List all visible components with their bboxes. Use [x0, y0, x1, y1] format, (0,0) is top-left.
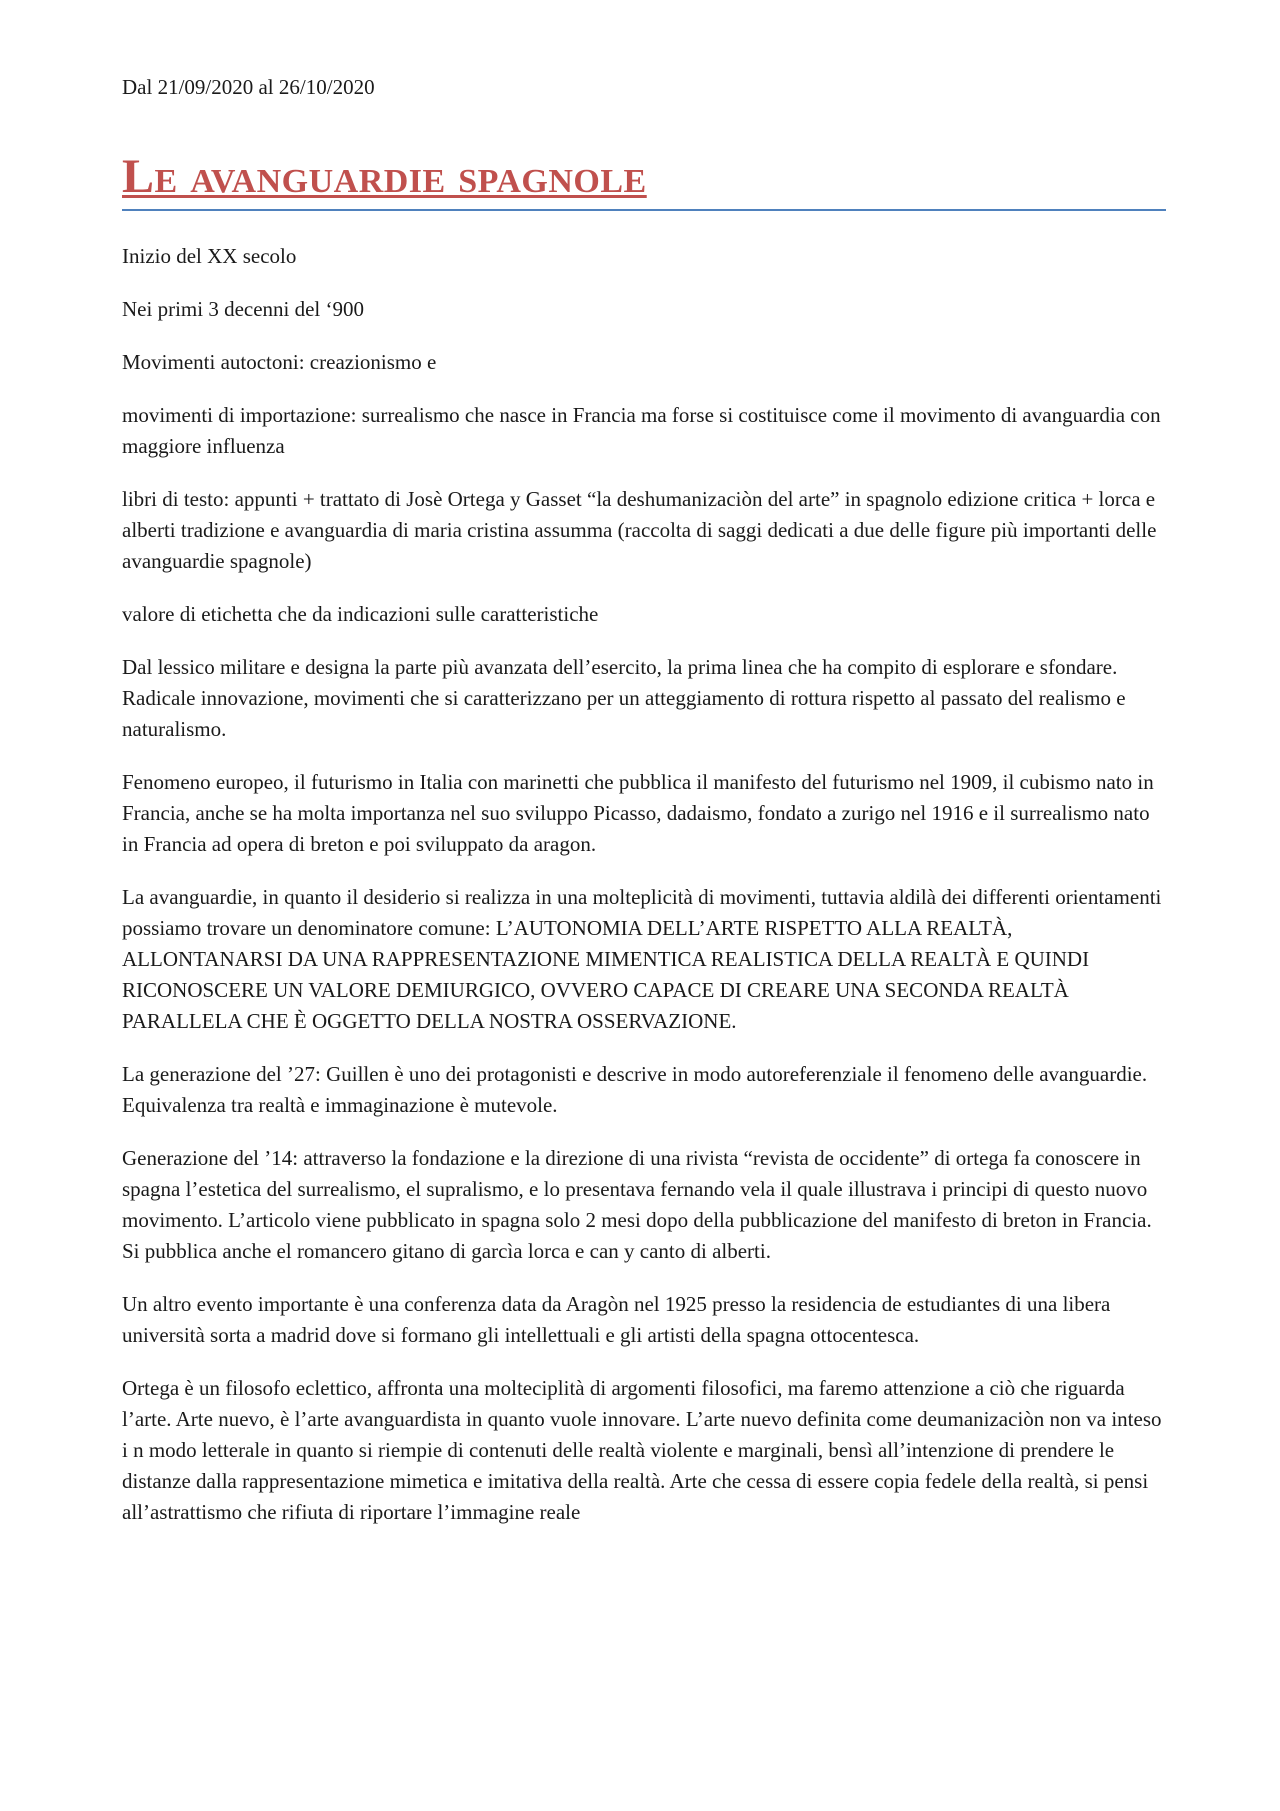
paragraph: libri di testo: appunti + trattato di Josè Ortega y Gasset “la deshumanizaciòn del arte” in spagnolo edizione critica + lorca e alberti tradizione e avanguardia di maria cristina assumma (raccolta di saggi dedicati a due delle figure più importanti delle avanguardie spagnole) — [122, 487, 1157, 573]
paragraph: Generazione del ’14: attraverso la fondazione e la direzione di una rivista “revista de occidente” di ortega fa conoscere in spagna l’estetica del surrealismo, el supralismo, e lo presentava fernando vela il quale illustrava i principi di questo nuovo movimento. L’articolo viene pubblicato in spagna solo 2 mesi dopo della pubblicazione del manifesto di breton in Francia. Si pubblica anche el romancero gitano di garcìa lorca e can y canto di alberti. — [122, 1146, 1152, 1263]
page-title: Le avanguardie spagnole — [122, 150, 647, 203]
paragraph: movimenti di importazione: surrealismo che nasce in Francia ma forse si costituisce come il movimento di avanguardia con maggiore influenza — [122, 403, 1161, 458]
paragraph: Dal lessico militare e designa la parte più avanzata dell’esercito, la prima linea che ha compito di esplorare e sfondare. Radicale innovazione, movimenti che si caratterizzano per un atteggiamento di rottura rispetto al passato del realismo e naturalismo. — [122, 655, 1126, 741]
paragraph: Ortega è un filosofo eclettico, affronta una molteciplità di argomenti filosofici, ma faremo attenzione a ciò che riguarda l’arte. Arte nuevo, è l’arte avanguardista in quanto vuole innovare. L’arte nuevo definita come deumanizaciòn non va inteso i n modo letterale in quanto si riempie di contenuti delle realtà violente e marginali, bensì all’intenzione di prendere le distanze dalla rappresentazione mimetica e imitativa della realtà. Arte che cessa di essere copia fedele della realtà, si pensi all’astrattismo che rifiuta di riportare l’immagine reale — [122, 1376, 1162, 1524]
paragraph: valore di etichetta che da indicazioni sulle caratteristiche — [122, 602, 599, 626]
title-divider — [122, 209, 1166, 211]
paragraph: Inizio del XX secolo — [122, 244, 297, 268]
paragraph: La avanguardie, in quanto il desiderio si realizza in una molteplicità di movimenti, tuttavia aldilà dei differenti orientamenti possiamo trovare un denominatore comune: L’AUTONOMIA DELL’ARTE RISPETTO ALLA REALTÀ, ALLONTANARSI DA UNA RAPPRESENTAZIONE MIMENTICA REALISTICA DELLA REALTÀ E QUINDI RICONOSCERE UN VALORE DEMIURGICO, OVVERO CAPACE DI CREARE UNA SECONDA REALTÀ PARALLELA CHE È OGGETTO DELLA NOSTRA OSSERVAZIONE. — [122, 885, 1162, 1033]
paragraph: Movimenti autoctoni: creazionismo e — [122, 350, 437, 374]
paragraph: La generazione del ’27: Guillen è uno dei protagonisti e descrive in modo autoreferenziale il fenomeno delle avanguardie. Equivalenza tra realtà e immaginazione è mutevole. — [122, 1062, 1148, 1117]
document-page — [122, 72, 1166, 1550]
paragraph: Un altro evento importante è una conferenza data da Aragòn nel 1925 presso la residencia de estudiantes di una libera università sorta a madrid dove si formano gli intellettuali e gli artisti della spagna ottocentesca. — [122, 1292, 1111, 1347]
paragraph: Nei primi 3 decenni del ‘900 — [122, 297, 365, 321]
date-range: Dal 21/09/2020 al 26/10/2020 — [122, 75, 375, 99]
paragraph: Fenomeno europeo, il futurismo in Italia con marinetti che pubblica il manifesto del futurismo nel 1909, il cubismo nato in Francia, anche se ha molta importanza nel suo sviluppo Picasso, dadaismo, fondato a zurigo nel 1916 e il surrealismo nato in Francia ad opera di breton e poi sviluppato da aragon. — [122, 770, 1154, 856]
